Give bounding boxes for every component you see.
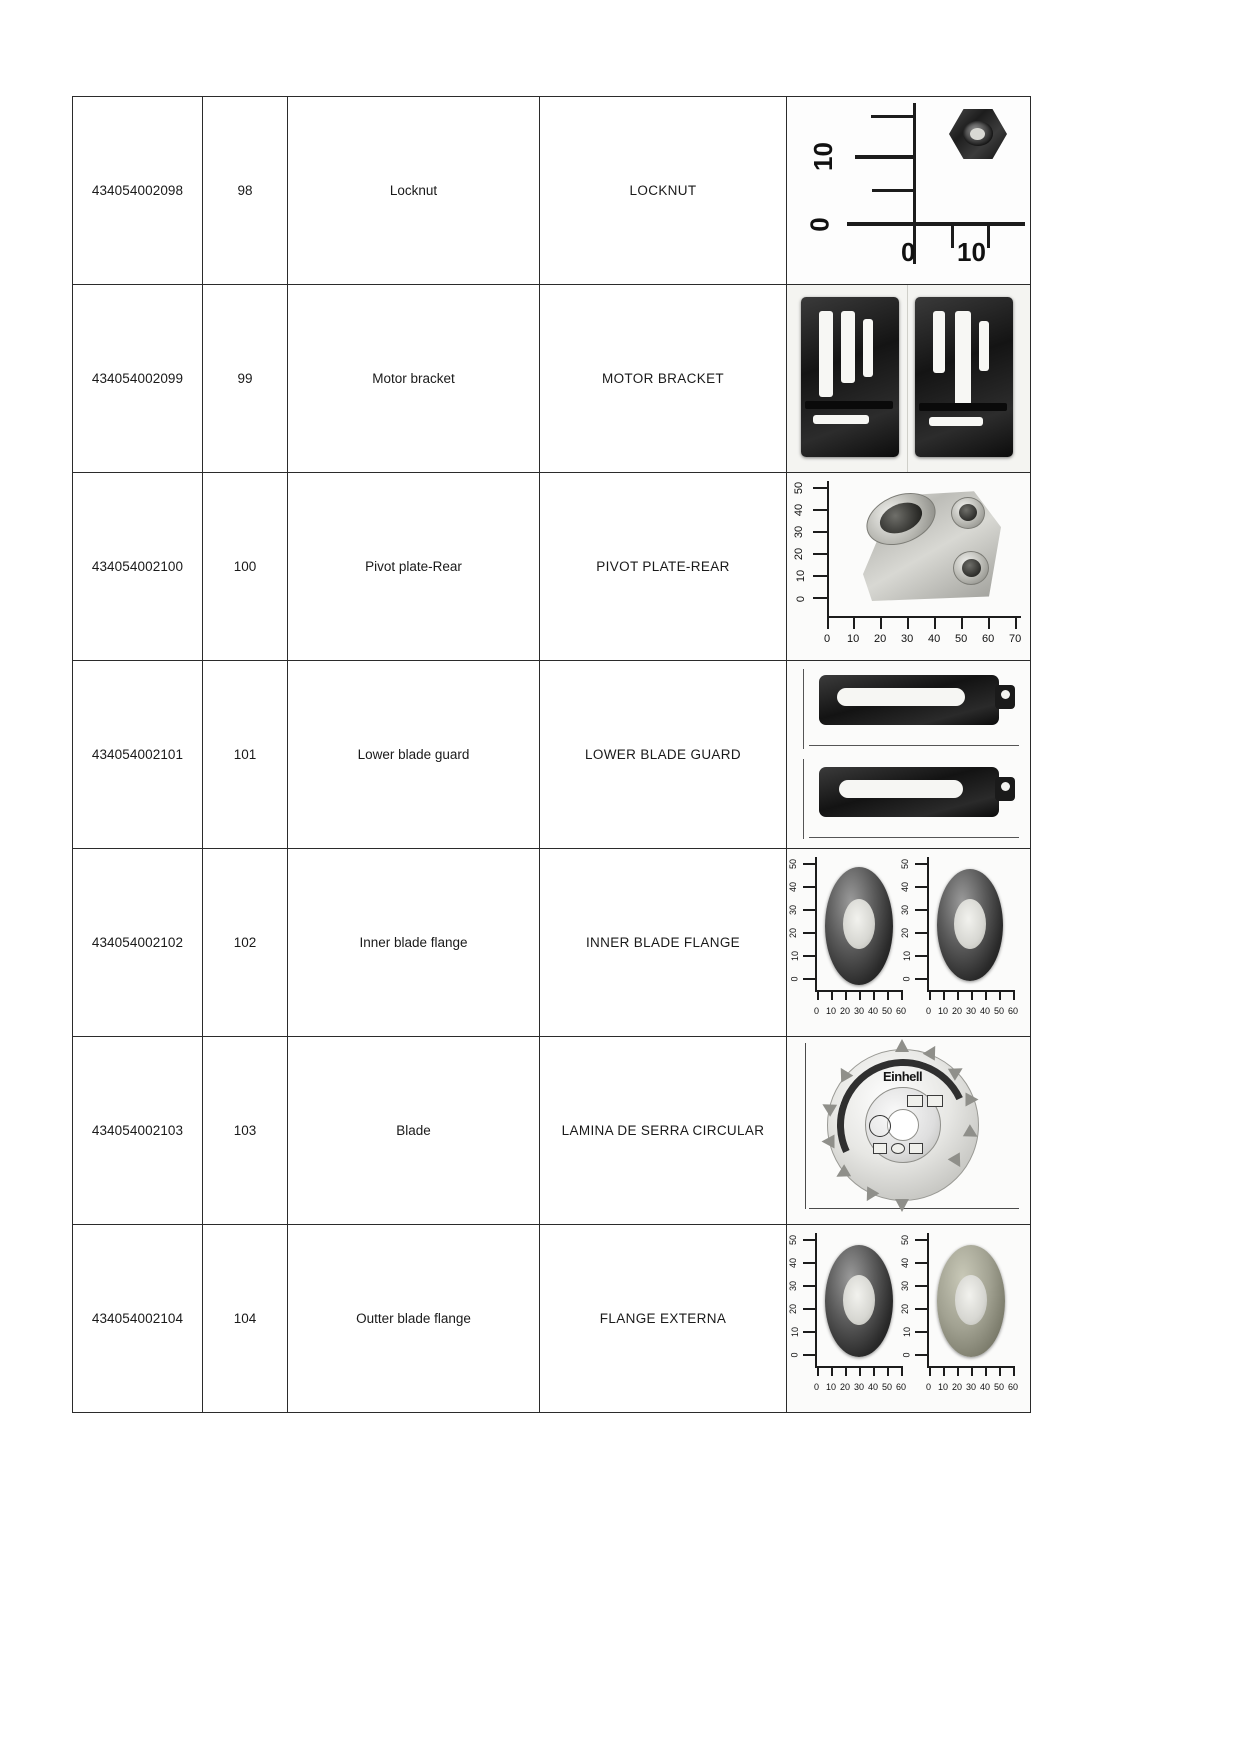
blade-spec-icon [927, 1095, 943, 1107]
ruler-horizontal-axis [809, 1208, 1019, 1209]
ruler-label-h-0: 0 [814, 1382, 820, 1392]
bracket-slot [813, 415, 869, 424]
ruler-label-h-10: 10 [826, 1382, 837, 1392]
name-pt-text: LOWER BLADE GUARD [585, 746, 741, 762]
ruler-label-h-60: 60 [982, 633, 995, 645]
ruler-tick [859, 990, 861, 1000]
name-en-cell [288, 1037, 540, 1225]
name-en-cell [288, 849, 540, 1037]
ruler-tick [915, 909, 929, 911]
ruler-tick [915, 1354, 929, 1356]
ruler-tick [803, 1239, 817, 1241]
ruler-tick [831, 1366, 833, 1376]
name-pt-cell [540, 1037, 787, 1225]
photo-divider [907, 285, 908, 472]
ruler-label-v-20: 20 [788, 927, 799, 939]
ruler-tick [813, 531, 829, 533]
part-image-cell [787, 661, 1031, 849]
ruler-label-v-0: 0 [789, 1352, 800, 1358]
ruler-tick [803, 978, 817, 980]
name-pt-text: LAMINA DE SERRA CIRCULAR [561, 1122, 765, 1138]
bracket-slot [933, 311, 945, 373]
ruler-tick [915, 1285, 929, 1287]
ruler-tick [803, 1285, 817, 1287]
outer-flange-right-bore [955, 1275, 987, 1325]
item-number-text: 99 [237, 370, 253, 386]
ruler-tick [915, 1239, 929, 1241]
name-en-cell [288, 285, 540, 473]
part-number-text: 434054002098 [91, 182, 184, 198]
ruler-tick [929, 990, 931, 1000]
name-en-text: Inner blade flange [359, 934, 468, 950]
ruler-tick [934, 616, 936, 629]
ruler-tick [961, 616, 963, 629]
item-number-cell [203, 473, 288, 661]
table-row [73, 1225, 1031, 1413]
outer-flange-left-bore [843, 1275, 875, 1325]
ruler-tick [985, 1366, 987, 1376]
ruler-tick [845, 1366, 847, 1376]
ruler-vertical-axis-top [803, 669, 804, 749]
ruler-label-h-50: 50 [955, 633, 968, 645]
ruler-horizontal-axis-bottom [809, 837, 1019, 838]
bracket-slot [929, 417, 983, 426]
part-image-cell [787, 849, 1031, 1037]
ruler-tick [813, 487, 829, 489]
ruler-label-horizontal-0: 0 [901, 237, 916, 267]
bracket-edge [919, 403, 1007, 411]
ruler-label-h-30: 30 [854, 1382, 865, 1392]
ruler-tick [813, 575, 829, 577]
ruler-label-v-50: 50 [900, 858, 911, 870]
part-image-cell [787, 1225, 1031, 1413]
name-pt-cell [540, 285, 787, 473]
name-pt-cell [540, 473, 787, 661]
locknut-photo [787, 97, 1030, 284]
ruler-tick [915, 932, 929, 934]
pivot-plate-rear-photo [787, 473, 1030, 660]
ruler-label-h-60: 60 [1008, 1006, 1019, 1016]
motor-bracket-photo [787, 285, 1030, 472]
item-number-cell [203, 1037, 288, 1225]
blade-guard-slot-bottom [839, 780, 963, 798]
ruler-label-h-40: 40 [868, 1006, 879, 1016]
part-number-text: 434054002100 [91, 558, 184, 574]
table-row [73, 661, 1031, 849]
pivot-plate-hole-top [959, 504, 977, 521]
ruler-label-h-50: 50 [994, 1382, 1005, 1392]
ruler-label-h-10: 10 [938, 1382, 949, 1392]
part-image-cell [787, 1037, 1031, 1225]
lower-blade-guard-photo [787, 661, 1030, 848]
ruler-tick [827, 616, 829, 629]
name-en-cell [288, 473, 540, 661]
ruler-label-v-20: 20 [788, 1303, 799, 1315]
ruler-tick [929, 1366, 931, 1376]
ruler-label-h-20: 20 [952, 1382, 963, 1392]
blade-tooth [966, 1093, 979, 1107]
ruler-horizontal-axis [847, 222, 1025, 226]
ruler-tick [803, 863, 817, 865]
table-row [73, 285, 1031, 473]
bracket-edge [805, 401, 893, 409]
item-number-cell [203, 1225, 288, 1413]
ruler-label-h-20: 20 [840, 1382, 851, 1392]
ruler-tick [1015, 616, 1017, 629]
ruler-label-h-40: 40 [928, 633, 941, 645]
table-row [73, 1037, 1031, 1225]
item-number-text: 100 [233, 558, 257, 574]
ruler-vertical-axis-right [927, 857, 929, 991]
ruler-label-h-60: 60 [1008, 1382, 1019, 1392]
ruler-tick [813, 509, 829, 511]
ruler-tick [853, 616, 855, 629]
name-en-cell [288, 1225, 540, 1413]
ruler-tick [880, 616, 882, 629]
ruler-tick [957, 1366, 959, 1376]
ruler-tick [803, 1331, 817, 1333]
ruler-label-h-50: 50 [882, 1382, 893, 1392]
ruler-tick [803, 955, 817, 957]
ruler-label-h-30: 30 [901, 633, 914, 645]
ruler-label-h-60: 60 [896, 1382, 907, 1392]
ruler-tick-major [855, 155, 916, 159]
ruler-label-h-40: 40 [980, 1382, 991, 1392]
table-row [73, 849, 1031, 1037]
ruler-tick [971, 990, 973, 1000]
ruler-vertical-axis-bottom [803, 759, 804, 839]
ruler-label-h-30: 30 [854, 1006, 865, 1016]
name-pt-text: MOTOR BRACKET [601, 370, 725, 386]
ruler-label-v-0: 0 [795, 595, 808, 603]
part-image-cell [787, 97, 1031, 285]
ruler-tick [873, 990, 875, 1000]
table-row [73, 473, 1031, 661]
ruler-tick [803, 1262, 817, 1264]
part-number-text: 434054002101 [91, 746, 184, 762]
ruler-tick [915, 1331, 929, 1333]
bracket-slot [819, 311, 833, 397]
part-number-text: 434054002102 [91, 934, 184, 950]
ruler-tick [971, 1366, 973, 1376]
bracket-slot [979, 321, 989, 371]
ruler-tick [831, 990, 833, 1000]
ruler-label-vertical-0: 0 [804, 217, 835, 232]
ruler-tick [915, 863, 929, 865]
name-en-cell [288, 97, 540, 285]
ruler-tick [915, 1308, 929, 1310]
blade-stamp-icon [869, 1115, 891, 1137]
blade-tooth [895, 1039, 909, 1052]
item-number-text: 101 [233, 746, 257, 762]
name-pt-text: PIVOT PLATE-REAR [596, 558, 730, 574]
name-en-text: Motor bracket [372, 370, 455, 386]
ruler-tick [872, 189, 916, 192]
blade-tooth [895, 1199, 909, 1212]
ruler-label-v-30: 30 [793, 525, 806, 539]
item-number-cell [203, 97, 288, 285]
ruler-label-h-0: 0 [926, 1382, 932, 1392]
part-number-cell [73, 1037, 203, 1225]
ruler-label-h-50: 50 [994, 1006, 1005, 1016]
ruler-tick [1013, 1366, 1015, 1376]
name-en-text: Lower blade guard [357, 746, 470, 762]
item-number-text: 98 [237, 182, 253, 198]
blade-guard-slot-top [837, 688, 965, 706]
ruler-label-h-30: 30 [966, 1006, 977, 1016]
part-number-cell [73, 97, 203, 285]
ruler-label-h-0: 0 [926, 1006, 932, 1016]
part-number-cell [73, 1225, 203, 1413]
blade-tooth [822, 1135, 835, 1149]
ruler-tick [988, 616, 990, 629]
name-en-text: Pivot plate-Rear [365, 558, 462, 574]
ruler-label-v-10: 10 [790, 1326, 801, 1338]
ruler-label-vertical-10: 10 [807, 142, 838, 171]
ruler-vertical-axis-left [815, 1233, 817, 1367]
ruler-label-v-40: 40 [788, 1257, 799, 1269]
blade-bore [887, 1109, 919, 1141]
name-pt-cell [540, 1225, 787, 1413]
ruler-tick [817, 1366, 819, 1376]
ruler-tick [803, 932, 817, 934]
part-number-cell [73, 661, 203, 849]
part-number-text: 434054002099 [91, 370, 184, 386]
ruler-label-v-50: 50 [900, 1234, 911, 1246]
name-pt-text: FLANGE EXTERNA [599, 1310, 727, 1326]
ruler-tick [887, 990, 889, 1000]
ruler-tick [943, 1366, 945, 1376]
ruler-tick [803, 1308, 817, 1310]
ruler-horizontal-axis-top [809, 745, 1019, 746]
ruler-horizontal-axis [827, 616, 1021, 618]
ruler-label-v-10: 10 [902, 950, 913, 962]
ruler-label-v-40: 40 [900, 881, 911, 893]
ruler-label-v-10: 10 [790, 950, 801, 962]
ruler-label-h-10: 10 [847, 633, 860, 645]
locknut-bore [970, 128, 985, 140]
blade-guard-hole-bottom [1001, 782, 1010, 791]
blade-spec-icon [873, 1143, 887, 1154]
inner-flange-right-bore [954, 899, 986, 949]
ruler-tick [985, 990, 987, 1000]
ruler-label-v-30: 30 [788, 1280, 799, 1292]
inner-flange-left-bore [843, 899, 875, 949]
bracket-slot [841, 311, 855, 383]
ruler-label-h-0: 0 [814, 1006, 820, 1016]
part-number-cell [73, 473, 203, 661]
ruler-label-h-40: 40 [980, 1006, 991, 1016]
ruler-tick [813, 553, 829, 555]
ruler-tick [987, 222, 990, 248]
ruler-tick [887, 1366, 889, 1376]
ruler-tick [943, 990, 945, 1000]
circular-saw-blade-photo [787, 1037, 1030, 1224]
ruler-tick [915, 978, 929, 980]
ruler-label-v-50: 50 [793, 481, 806, 495]
blade-spec-icon [891, 1143, 905, 1154]
outer-blade-flange-photo [787, 1225, 1030, 1412]
ruler-label-v-10: 10 [902, 1326, 913, 1338]
part-number-text: 434054002103 [91, 1122, 184, 1138]
ruler-label-v-40: 40 [900, 1257, 911, 1269]
ruler-tick [907, 616, 909, 629]
item-number-text: 103 [233, 1122, 257, 1138]
name-en-text: Outter blade flange [356, 1310, 471, 1326]
ruler-tick [915, 1262, 929, 1264]
parts-table-body [73, 97, 1031, 1413]
ruler-tick [951, 222, 954, 248]
part-image-cell [787, 473, 1031, 661]
ruler-tick [915, 886, 929, 888]
item-number-cell [203, 285, 288, 473]
ruler-label-h-20: 20 [952, 1006, 963, 1016]
name-pt-text: LOCKNUT [629, 182, 697, 198]
name-pt-text: INNER BLADE FLANGE [585, 934, 741, 950]
name-en-text: Locknut [389, 182, 438, 198]
ruler-label-h-20: 20 [840, 1006, 851, 1016]
ruler-label-h-30: 30 [966, 1382, 977, 1392]
ruler-label-v-10: 10 [795, 569, 808, 583]
ruler-tick [803, 1354, 817, 1356]
ruler-label-h-20: 20 [874, 633, 887, 645]
ruler-label-v-0: 0 [901, 976, 912, 982]
name-pt-cell [540, 661, 787, 849]
ruler-tick [1013, 990, 1015, 1000]
ruler-label-v-40: 40 [793, 503, 806, 517]
ruler-tick [845, 990, 847, 1000]
name-en-cell [288, 661, 540, 849]
part-number-cell [73, 849, 203, 1037]
ruler-label-h-10: 10 [938, 1006, 949, 1016]
ruler-label-v-20: 20 [900, 1303, 911, 1315]
blade-spec-icon [909, 1143, 923, 1154]
blade-guard-hole-top [1001, 690, 1010, 699]
part-number-cell [73, 285, 203, 473]
item-number-text: 104 [233, 1310, 257, 1326]
parts-table [72, 96, 1031, 1413]
ruler-label-v-20: 20 [793, 547, 806, 561]
pivot-plate-hole-bottom [962, 559, 981, 577]
ruler-tick [803, 909, 817, 911]
ruler-label-v-30: 30 [788, 904, 799, 916]
ruler-label-v-30: 30 [900, 904, 911, 916]
ruler-label-h-10: 10 [826, 1006, 837, 1016]
ruler-tick [813, 597, 829, 599]
ruler-label-v-20: 20 [900, 927, 911, 939]
name-pt-cell [540, 849, 787, 1037]
ruler-label-h-50: 50 [882, 1006, 893, 1016]
ruler-tick [803, 886, 817, 888]
ruler-tick [915, 955, 929, 957]
item-number-cell [203, 661, 288, 849]
ruler-vertical-axis-left [815, 857, 817, 991]
bracket-slot [863, 319, 873, 377]
ruler-tick [817, 990, 819, 1000]
ruler-tick [873, 1366, 875, 1376]
blade-spec-icon [907, 1095, 923, 1107]
name-pt-cell [540, 97, 787, 285]
ruler-vertical-axis-right [927, 1233, 929, 1367]
ruler-label-h-40: 40 [868, 1382, 879, 1392]
ruler-label-v-0: 0 [901, 1352, 912, 1358]
ruler-label-h-0: 0 [824, 633, 831, 645]
ruler-tick [901, 990, 903, 1000]
ruler-tick [859, 1366, 861, 1376]
ruler-tick [999, 1366, 1001, 1376]
part-image-cell [787, 285, 1031, 473]
ruler-label-v-30: 30 [900, 1280, 911, 1292]
einhell-logo: Einhell [883, 1069, 923, 1084]
name-en-text: Blade [396, 1122, 431, 1138]
inner-blade-flange-photo [787, 849, 1030, 1036]
ruler-tick [999, 990, 1001, 1000]
ruler-label-h-70: 70 [1009, 633, 1022, 645]
ruler-tick [901, 1366, 903, 1376]
ruler-label-v-0: 0 [789, 976, 800, 982]
ruler-label-horizontal-10: 10 [957, 237, 986, 267]
ruler-tick [871, 115, 916, 118]
item-number-cell [203, 849, 288, 1037]
table-row [73, 97, 1031, 285]
ruler-label-v-40: 40 [788, 881, 799, 893]
ruler-tick [957, 990, 959, 1000]
item-number-text: 102 [233, 934, 257, 950]
ruler-vertical-axis [805, 1043, 806, 1209]
ruler-label-h-60: 60 [896, 1006, 907, 1016]
ruler-label-v-50: 50 [788, 1234, 799, 1246]
bracket-slot [955, 311, 971, 407]
part-number-text: 434054002104 [91, 1310, 184, 1326]
ruler-label-v-50: 50 [788, 858, 799, 870]
